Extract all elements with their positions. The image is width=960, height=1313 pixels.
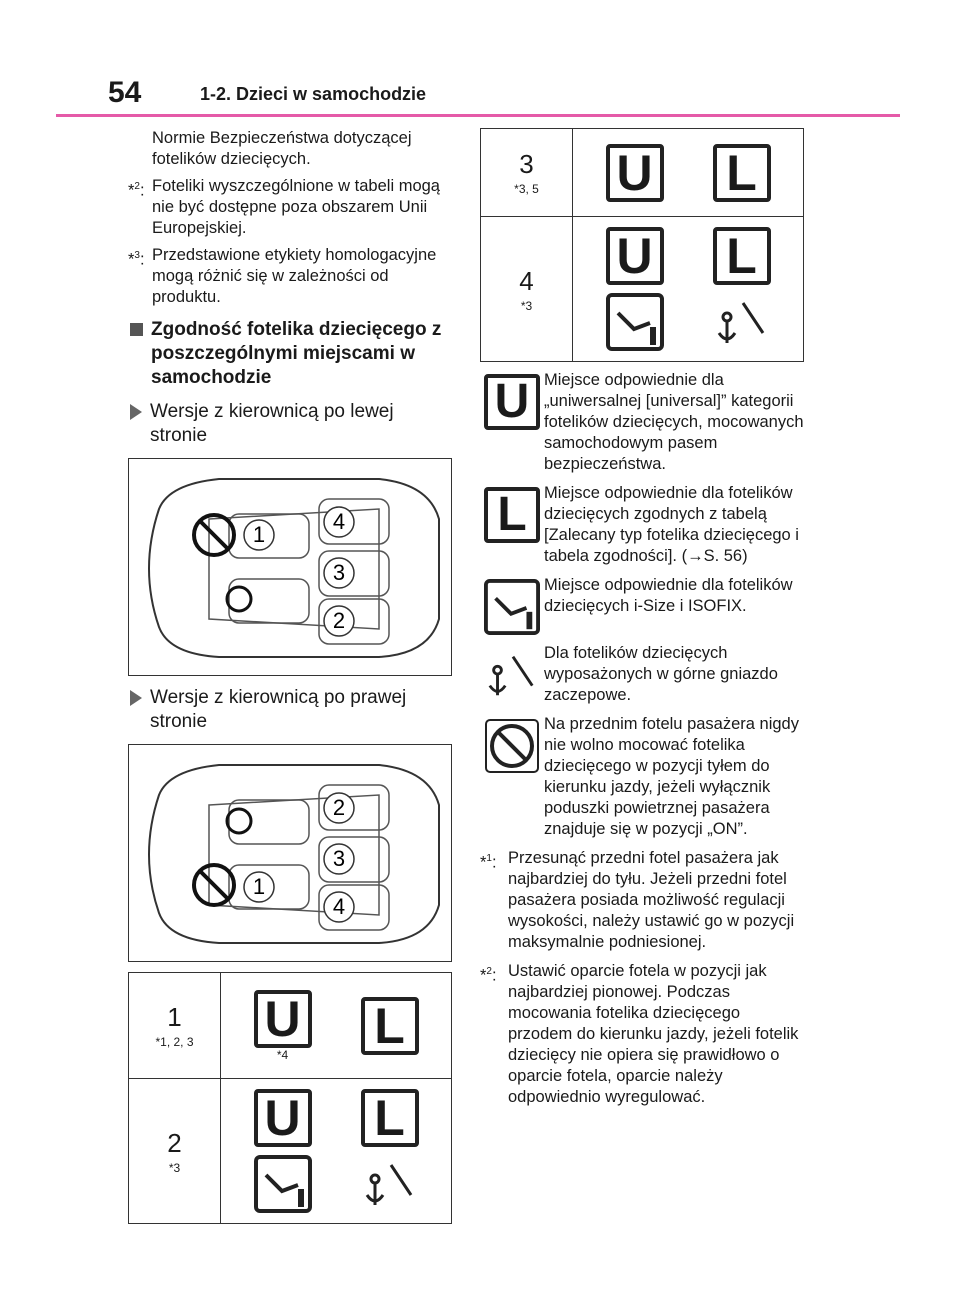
footnote-text: Przedstawione etykiety homologacyjne mogą różnić się w zależności od produktu. <box>152 246 437 306</box>
table-row <box>481 129 804 217</box>
intro-text: Normie Bezpieczeństwa dotyczącej fotelików dziecięcych. <box>152 129 412 168</box>
position-number: 4 <box>519 265 534 296</box>
steering-wheel-icon <box>227 809 251 833</box>
diagram-seat-number: 3 <box>332 560 346 585</box>
legend-text: Dla fotelików dziecięcych wyposażonych w górne gniazdo zaczepowe. <box>544 644 778 704</box>
icons-cell <box>221 1079 452 1224</box>
left-column <box>128 128 452 1224</box>
l-category-icon: L <box>484 487 540 543</box>
header-rule <box>56 114 900 117</box>
l-category-icon: L <box>361 1089 419 1147</box>
isofix-icon <box>484 579 540 635</box>
position-note: *3, 5 <box>514 182 539 196</box>
legend-text: Miejsce odpowiednie dla „uniwersalnej [universal]” kategorii fotelików dziecięcych, mocowanych samochodowym pasem bezpieczeństwa. <box>544 371 804 473</box>
seat-table-lower <box>128 972 452 1224</box>
icons-cell <box>573 217 804 362</box>
footnote-text: Ustawić oparcie fotela w pozycji jak najbardziej pionowej. Podczas mocowania fotelika dziecięcego przodem do kierunku jazdy, jeżeli fotelik dziecięcy nie opiera się prawidłowo o oparcie fotela, oparcie należy odpowiednio wyregulować. <box>508 962 799 1106</box>
top-tether-icon <box>713 293 771 351</box>
table-row <box>129 1079 452 1224</box>
legend-text: Miejsce odpowiednie dla fotelików dziecięcych i-Size i ISOFIX. <box>544 576 793 615</box>
section-title: 1-2. Dzieci w samochodzie <box>200 84 427 104</box>
l-category-icon: L <box>713 144 771 202</box>
legend-isofix <box>480 575 804 635</box>
position-note: *1, 2, 3 <box>155 1035 194 1049</box>
isofix-icon <box>606 293 664 351</box>
lhd-heading: Wersje z kierownicą po lewej stronie <box>128 400 452 448</box>
universal-icon: U <box>254 1089 312 1147</box>
footnote-text: Przesunąć przedni fotel pasażera jak najbardziej do tyłu. Jeżeli przedni fotel pasażera posiada możliwość regulacji wysokości, należy ustawić go w pozycji maksymalnie podniesionej. <box>508 849 795 951</box>
car-diagram-rhd <box>128 744 452 962</box>
l-category-icon: L <box>361 997 419 1055</box>
diagram-seat-number: 2 <box>332 608 346 633</box>
right-footnote-1 <box>480 848 804 953</box>
position-cell <box>129 973 221 1079</box>
rhd-heading: Wersje z kierownicą po prawej stronie <box>128 686 452 734</box>
footnote-3 <box>128 245 452 308</box>
icons-cell <box>221 973 452 1079</box>
footnote-mark: *$^2$: <box>480 966 497 985</box>
page-number: 54 <box>108 76 142 109</box>
position-number: 1 <box>167 1002 182 1032</box>
footnote-mark: *$^1$: <box>480 853 497 872</box>
top-tether-icon <box>361 1155 419 1213</box>
position-cell <box>481 217 573 362</box>
legend-universal <box>480 370 804 475</box>
no-rear-facing-icon <box>484 718 540 774</box>
icon-note: *4 <box>276 1047 289 1062</box>
legend-text: Na przednim fotelu pasażera nigdy nie wolno mocować fotelika dziecięcego w pozycji tyłem do kierunku jazdy, jeżeli wyłącznik poduszki powietrznej pasażera znajduje się w pozycji „ON”. <box>544 715 799 838</box>
position-number: 2 <box>167 1127 182 1158</box>
triangle-bullet-icon <box>130 404 142 420</box>
top-tether-icon <box>484 647 540 703</box>
footnote-mark: *$^2$: <box>128 181 145 200</box>
steering-wheel-icon <box>227 587 251 611</box>
position-cell <box>129 1079 221 1224</box>
diagram-seat-number: 4 <box>332 509 346 534</box>
diagram-seat-number: 2 <box>332 795 346 820</box>
universal-icon: U <box>606 227 664 285</box>
footnote-2 <box>128 176 452 239</box>
section-heading: Zgodność fotelika dziecięcego z poszczególnymi miejscami w samochodzie <box>128 318 452 390</box>
car-diagram-lhd <box>128 458 452 676</box>
legend-text: Miejsce odpowiednie dla fotelików dziecięcych zgodnych z tabelą [Zalecany typ fotelika dziecięcego i tabela zgodności]. (→S. 56) <box>544 484 799 565</box>
position-cell <box>481 129 573 217</box>
table-row <box>129 973 452 1079</box>
universal-icon: U <box>254 990 312 1048</box>
right-column <box>480 128 804 1108</box>
table-row <box>481 217 804 362</box>
footnote-mark: *$^3$: <box>128 250 145 269</box>
diagram-seat-number: 1 <box>252 522 266 547</box>
legend-l-category <box>480 483 804 567</box>
position-note: *3 <box>168 1160 181 1175</box>
diagram-seat-number: 3 <box>332 846 346 871</box>
diagram-seat-number: 1 <box>252 874 266 899</box>
position-number: 3 <box>519 149 534 179</box>
triangle-bullet-icon <box>130 690 142 706</box>
legend-no-rear-facing <box>480 714 804 840</box>
universal-icon: U <box>484 374 540 430</box>
seat-table-upper <box>480 128 804 362</box>
isofix-icon <box>254 1155 312 1213</box>
diagram-seat-number: 4 <box>332 894 346 919</box>
l-category-icon: L <box>713 227 771 285</box>
square-bullet-icon <box>130 323 143 336</box>
legend-top-tether <box>480 643 804 706</box>
universal-icon: U <box>606 144 664 202</box>
right-footnote-2 <box>480 961 804 1108</box>
footnote-text: Foteliki wyszczególnione w tabeli mogą nie być dostępne poza obszarem Unii Europejskiej. <box>152 177 440 237</box>
icons-cell <box>573 129 804 217</box>
position-note: *3 <box>520 298 533 313</box>
